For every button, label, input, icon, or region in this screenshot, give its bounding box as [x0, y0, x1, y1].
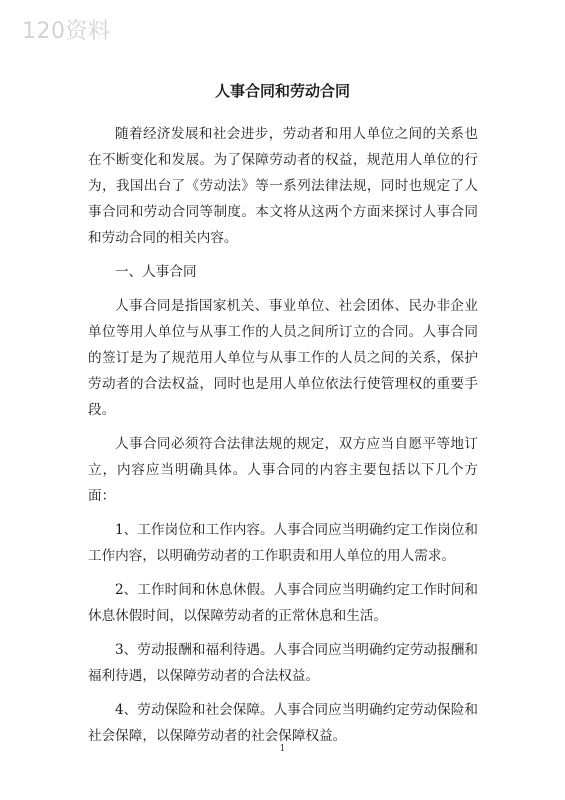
list-item-job-position: 1、工作岗位和工作内容。人事合同应当明确约定工作岗位和工作内容，以明确劳动者的工作职责和用人单位的用人需求。 [88, 522, 478, 564]
list-item-working-hours: 2、工作时间和休息休假。人事合同应当明确约定工作时间和休息休假时间，以保障劳动者的正常休息和生活。 [88, 582, 478, 624]
document-title: 人事合同和劳动合同 [214, 82, 350, 100]
section-heading-personnel-contract: 一、人事合同 [115, 264, 197, 280]
page-number: 1 [279, 744, 286, 754]
watermark-logo: 120资料 [22, 19, 111, 44]
requirements-paragraph: 人事合同必须符合法律法规的规定，双方应当自愿平等地订立，内容应当明确具体。人事合同的内容主要包括以下几个方面： [88, 436, 478, 504]
definition-paragraph: 人事合同是指国家机关、事业单位、社会团体、民办非企业单位等用人单位与从事工作的人员之间所订立的合同。人事合同的签订是为了规范用人单位与从事工作的人员之间的关系，保护劳动者的合法权益，同时也是用人单位依法行使管理权的重要手段。 [88, 298, 478, 418]
list-item-remuneration: 3、劳动报酬和福利待遇。人事合同应当明确约定劳动报酬和福利待遇，以保障劳动者的合法权益。 [88, 642, 478, 684]
list-item-social-insurance: 4、劳动保险和社会保障。人事合同应当明确约定劳动保险和社会保障，以保障劳动者的社会保障权益。 [88, 702, 478, 744]
document-body [88, 121, 478, 757]
intro-paragraph: 随着经济发展和社会进步，劳动者和用人单位之间的关系也在不断变化和发展。为了保障劳动者的权益，规范用人单位的行为，我国出台了《劳动法》等一系列法律法规，同时也规定了人事合同和劳动合同等制度。本文将从这两个方面来探讨人事合同和劳动合同的相关内容。 [88, 126, 478, 246]
